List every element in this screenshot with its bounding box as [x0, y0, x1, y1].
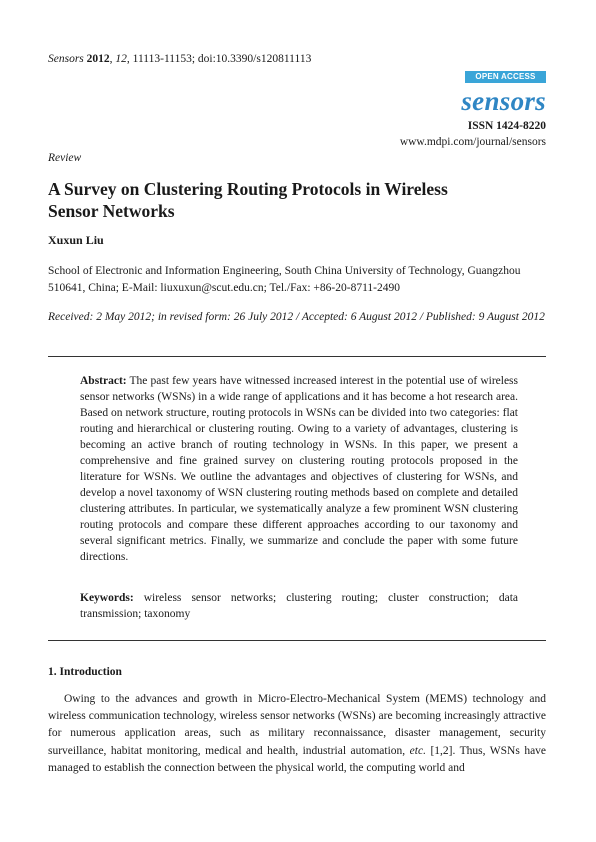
- open-access-badge: OPEN ACCESS: [465, 71, 546, 83]
- article-type: Review: [48, 152, 82, 164]
- author: Xuxun Liu: [48, 233, 104, 247]
- intro-text-2: [1,2]. Thus, WSNs have managed to establish the connection between the physical world, the computing world and: [48, 744, 546, 774]
- keywords-label: Keywords:: [80, 592, 134, 604]
- abstract: [80, 373, 518, 565]
- journal-logo: sensors: [461, 86, 546, 116]
- intro-paragraph: [48, 691, 546, 783]
- affiliation: School of Electronic and Information Engineering, South China University of Technology, Guangzhou 510641, China; E-Mail: liuxuxun@scut.edu.cn; Tel./Fax: +86-20-8711-2490: [48, 265, 521, 294]
- issn: ISSN 1424-8220: [467, 120, 546, 132]
- intro-etc: etc.: [409, 744, 426, 757]
- keywords-text: wireless sensor networks; clustering routing; cluster construction; data transmission; taxonomy: [80, 592, 519, 620]
- divider-top: [48, 356, 546, 357]
- citation-rest: , 11113-11153; doi:10.3390/s120811113: [126, 53, 312, 65]
- divider-bottom: [48, 640, 546, 641]
- article-title: A Survey on Clustering Routing Protocols in Wireless Sensor Networks: [48, 179, 448, 221]
- citation-year: 2012: [86, 53, 110, 65]
- citation-journal: Sensors: [48, 53, 84, 65]
- article-dates: Received: 2 May 2012; in revised form: 26 July 2012 / Accepted: 6 August 2012 / Published: 9 August 2012: [48, 311, 545, 323]
- abstract-text: The past few years have witnessed increased interest in the potential use of wireless sensor networks (WSNs) in a wide range of applications and it has become a hot research area. Based on network structure, routing protocols in WSNs can be divided into two categories: flat routing and hierarchical or clustering routing. Owing to a variety of advantages, clustering is becoming an active branch of routing technology in WSNs. In this paper, we present a comprehensive and fine grained survey on clustering routing protocols proposed in the literature for WSNs. We outline the advantages and objectives of clustering for WSNs, and develop a novel taxonomy of WSN clustering routing methods based on complete and detailed clustering attributes. In particular, we systematically analyze a few prominent WSN clustering routing protocols and compare these different approaches according to our taxonomy and several significant metrics. Finally, we summarize and conclude the paper with some future directions.: [80, 375, 518, 563]
- section-heading: 1. Introduction: [48, 666, 122, 678]
- journal-url[interactable]: www.mdpi.com/journal/sensors: [399, 136, 546, 148]
- citation-line: Sensors 2012, 12, 11113-11153; doi:10.3390/s120811113: [48, 53, 312, 65]
- keywords: [80, 590, 518, 622]
- intro-text-1: Owing to the advances and growth in Micro-Electro-Mechanical System (MEMS) technology and wireless communication technology, wireless sensor networks (WSNs) are becoming increasingly attractive for numerous application areas, such as military reconnaissance, disaster management, security surveillance, habitat monitoring, medical and health, industrial automation,: [48, 693, 546, 757]
- abstract-label: Abstract:: [80, 375, 127, 387]
- citation-volume: 12: [115, 53, 127, 65]
